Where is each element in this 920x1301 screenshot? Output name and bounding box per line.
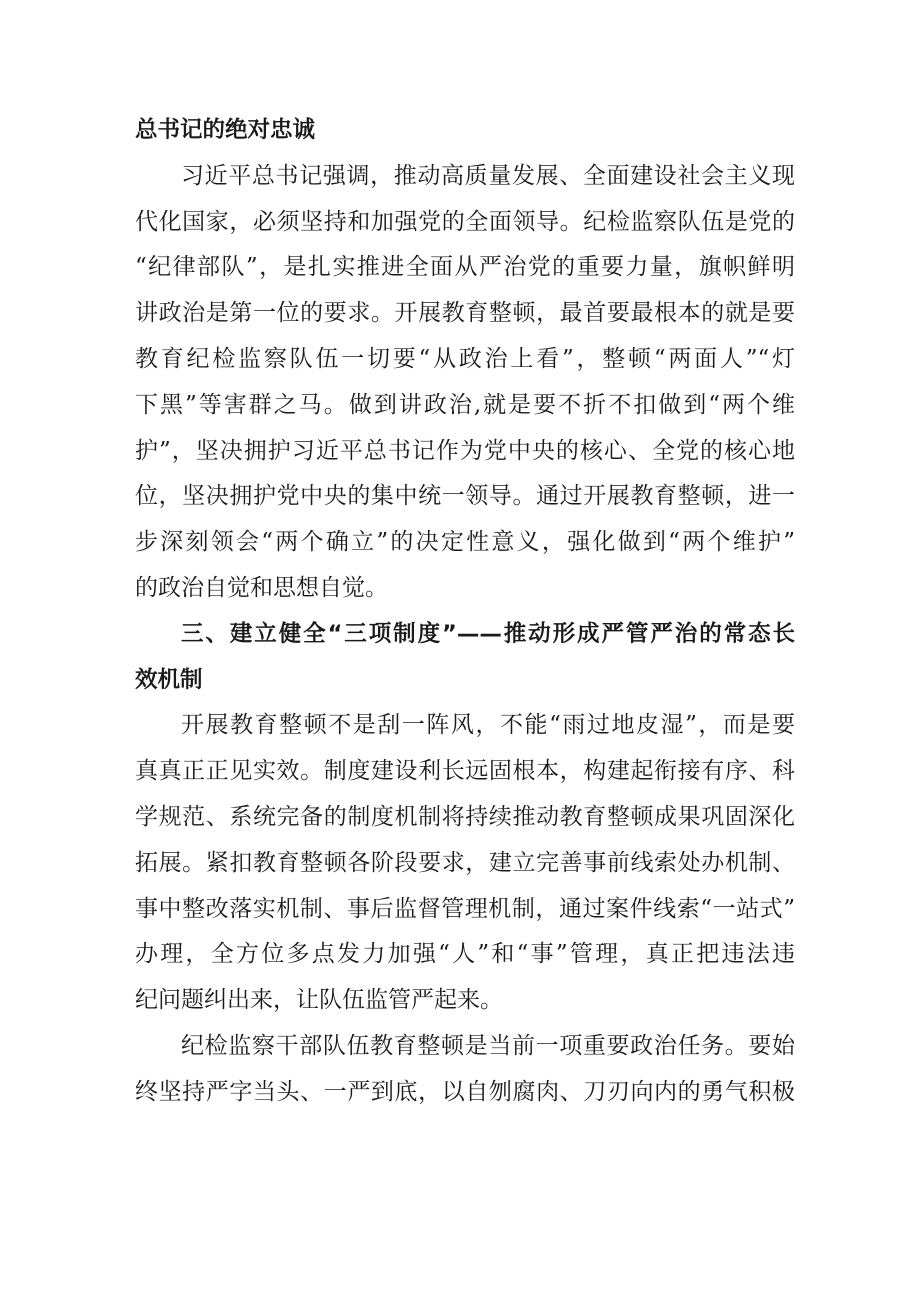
paragraph-institution-building xyxy=(135,703,795,1024)
paragraph-line: 护”，坚决拥护习近平总书记作为党中央的核心、全党的核心地 xyxy=(135,437,795,464)
heading-line: 总书记的绝对忠诚 xyxy=(135,117,316,143)
paragraph-line: 拓展。紧扣教育整顿各阶段要求，建立完善事前线索处办机制、 xyxy=(135,849,795,876)
paragraph-conclusion xyxy=(135,1024,795,1116)
paragraph-line: 代化国家，必须坚持和加强党的全面领导。纪检监察队伍是党的 xyxy=(135,208,795,235)
paragraph-line: 讲政治是第一位的要求。开展教育整顿，最首要最根本的就是要 xyxy=(135,300,795,327)
paragraph-line: 的政治自觉和思想自觉。 xyxy=(135,574,388,601)
heading-line: 三、建立健全“三项制度”——推动形成严管严治的常态长 xyxy=(181,620,795,647)
document-body xyxy=(135,108,795,1116)
paragraph-line: 纪检监察干部队伍教育整顿是当前一项重要政治任务。要始 xyxy=(181,1032,795,1059)
paragraph-line: 下黑”等害群之马。做到讲政治,就是要不折不扣做到“两个维 xyxy=(135,391,795,418)
paragraph-line: 终坚持严字当头、一严到底，以自刎腐肉、刀刃向内的勇气积极 xyxy=(135,1078,795,1105)
paragraph-line: 教育纪检监察队伍一切要“从政治上看”，整顿“两面人”“灯 xyxy=(135,345,795,372)
paragraph-line: 真真正正见实效。制度建设利长远固根本，构建起衔接有序、科 xyxy=(135,758,795,785)
paragraph-line: 位，坚决拥护党中央的集中统一领导。通过开展教育整顿，进一 xyxy=(135,483,795,510)
section-heading-continuation xyxy=(135,108,795,154)
paragraph-line: 学规范、系统完备的制度机制将持续推动教育整顿成果巩固深化 xyxy=(135,803,795,830)
paragraph-political-loyalty xyxy=(135,154,795,612)
paragraph-line: 步深刻领会“两个确立”的决定性意义，强化做到“两个维护” xyxy=(135,529,795,556)
paragraph-line: 纪问题纠出来，让队伍监管严起来。 xyxy=(135,987,503,1014)
paragraph-line: 事中整改落实机制、事后监督管理机制，通过案件线索“一站式” xyxy=(135,895,795,922)
paragraph-line: 习近平总书记强调，推动高质量发展、全面建设社会主义现 xyxy=(181,162,795,189)
paragraph-line: 开展教育整顿不是刮一阵风，不能“雨过地皮湿”，而是要 xyxy=(181,712,795,739)
section-heading-three-systems xyxy=(135,612,795,704)
heading-line: 效机制 xyxy=(135,666,203,693)
paragraph-line: 办理，全方位多点发力加强“人”和“事”管理，真正把违法违 xyxy=(135,941,795,968)
paragraph-line: “纪律部队”，是扎实推进全面从严治党的重要力量，旗帜鲜明 xyxy=(135,254,795,281)
